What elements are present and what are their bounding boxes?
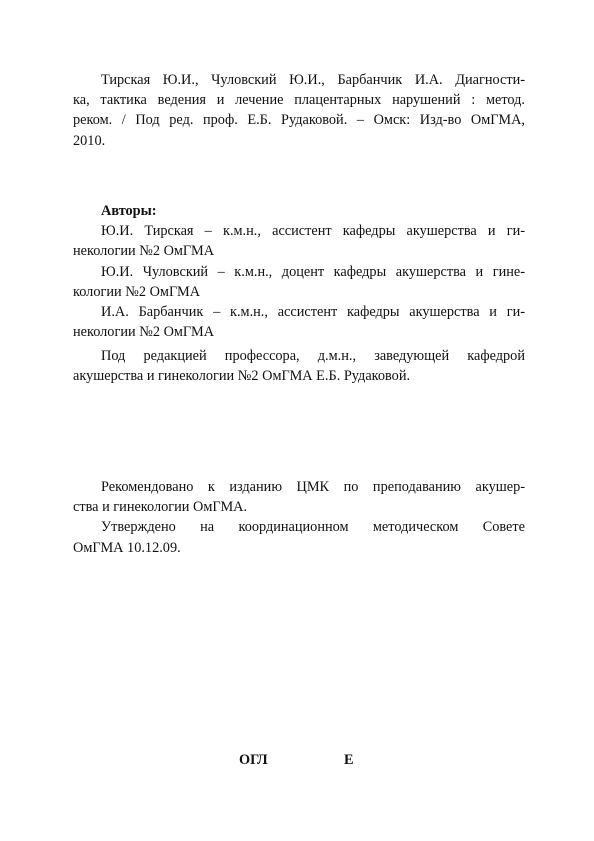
editor-note [73,346,525,386]
authors-section [73,201,525,342]
editor-line-2: акушерства и гинекологии №2 ОмГМА Е.Б. Рудаковой. [73,368,411,385]
author-1-line-2: некологии №2 ОмГМА [73,243,215,260]
author-3-line-1: И.А. Барбанчик – к.м.н., ассистент кафедры акушерства и ги- [101,304,525,321]
author-2-line-2: кологии №2 ОмГМА [73,283,201,300]
bib-line-3: реком. / Под ред. проф. Е.Б. Рудаковой. – Омск: Изд-во ОмГМА, [73,112,525,129]
approved-line-2: ОмГМА 10.12.09. [73,539,181,556]
author-3-line-2: некологии №2 ОмГМА [73,324,215,341]
bibliographic-reference [73,70,525,151]
author-2-line-1: Ю.И. Чуловский – к.м.н., доцент кафедры акушерства и гине- [101,263,525,280]
approved-line-1: Утверждено на координационном методическом Совете [101,519,525,536]
bib-line-4: 2010. [73,132,106,149]
footer-left-text: ОГЛ [239,752,268,768]
author-1-line-1: Ю.И. Тирская – к.м.н., ассистент кафедры акушерства и ги- [101,223,525,240]
recommended-line-2: ства и гинекологии ОмГМА. [73,499,248,516]
bib-line-1: Тирская Ю.И., Чуловский Ю.И., Барбанчик И.А. Диагности- [101,72,525,88]
editor-line-1: Под редакцией профессора, д.м.н., заведующей кафедрой [101,348,525,364]
authors-heading: Авторы: [101,203,157,219]
bib-line-2: ка, тактика ведения и лечение плацентарных нарушений : метод. [73,92,525,109]
footer-right-text: Е [344,752,354,768]
approval-section [73,477,525,558]
recommended-line-1: Рекомендовано к изданию ЦМК по преподаванию акушер- [101,479,525,495]
